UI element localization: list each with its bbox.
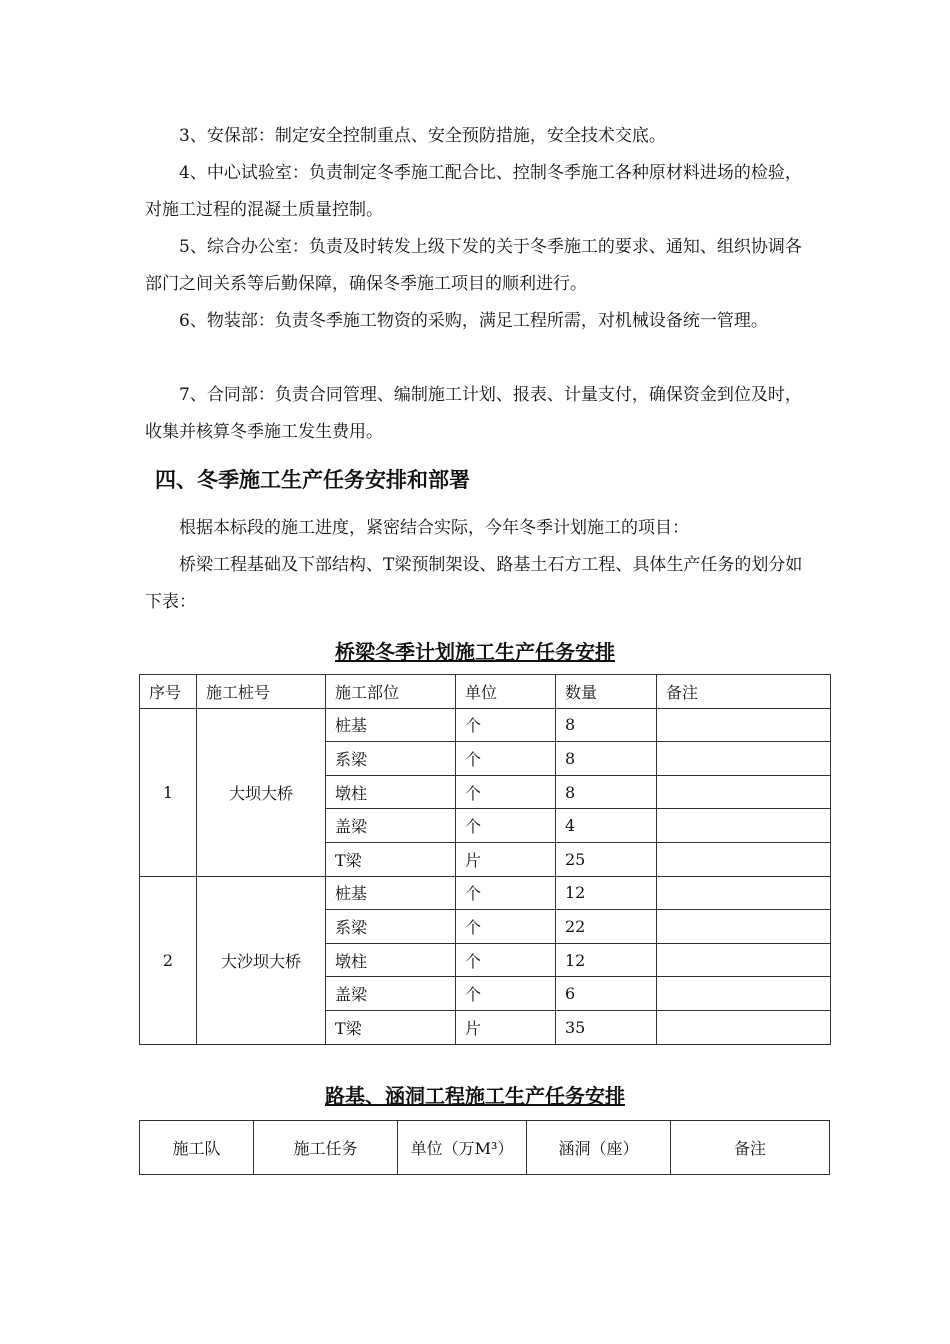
qty-cell: 12: [556, 943, 657, 977]
group-number: 1: [140, 708, 197, 876]
note-cell: [657, 742, 831, 776]
header-cell: 备注: [671, 1121, 830, 1175]
unit-cell: 个: [456, 910, 556, 944]
part-cell: T梁: [326, 1010, 456, 1044]
note-cell: [657, 842, 831, 876]
roadbed-culvert-task-table: [139, 1120, 830, 1175]
paragraph-security-dept: 3、安保部：制定安全控制重点、安全预防措施，安全技术交底。: [179, 126, 666, 146]
paragraph-central-lab: 4、中心试验室：负责制定冬季施工配合比、控制冬季施工各种原材料进场的检验，对施工过程的混凝土质量控制。: [145, 163, 802, 220]
roadbed-table-title: 路基、涵洞工程施工生产任务安排: [325, 1084, 625, 1108]
bridge-task-table: [139, 674, 831, 1045]
bridge-table-title: 桥梁冬季计划施工生产任务安排: [335, 640, 615, 664]
paragraph-materials-dept: 6、物装部：负责冬季施工物资的采购，满足工程所需，对机械设备统一管理。: [179, 311, 768, 331]
unit-cell: 个: [456, 775, 556, 809]
part-cell: 桩基: [326, 708, 456, 742]
header-cell: 施工桩号: [197, 675, 326, 709]
unit-cell: 个: [456, 943, 556, 977]
note-cell: [657, 775, 831, 809]
qty-cell: 8: [556, 708, 657, 742]
note-cell: [657, 910, 831, 944]
paragraph-general-office: 5、综合办公室：负责及时转发上级下发的关于冬季施工的要求、通知、组织协调各部门之间关系等后勤保障，确保冬季施工项目的顺利进行。: [145, 237, 802, 294]
header-cell: 序号: [140, 675, 197, 709]
note-cell: [657, 876, 831, 910]
unit-cell: 个: [456, 977, 556, 1011]
paragraph-intro: 根据本标段的施工进度，紧密结合实际，今年冬季计划施工的项目：: [179, 518, 689, 538]
unit-cell: 个: [456, 708, 556, 742]
part-cell: 墩柱: [326, 775, 456, 809]
part-cell: 系梁: [326, 742, 456, 776]
qty-cell: 35: [556, 1010, 657, 1044]
unit-cell: 个: [456, 876, 556, 910]
note-cell: [657, 708, 831, 742]
qty-cell: 25: [556, 842, 657, 876]
note-cell: [657, 809, 831, 843]
part-cell: 盖梁: [326, 809, 456, 843]
unit-cell: 个: [456, 742, 556, 776]
note-cell: [657, 977, 831, 1011]
section-heading: 四、冬季施工生产任务安排和部署: [155, 468, 470, 492]
header-cell: 施工部位: [326, 675, 456, 709]
part-cell: 桩基: [326, 876, 456, 910]
group-number: 2: [140, 876, 197, 1044]
header-cell: 施工队: [140, 1121, 254, 1175]
table-row: [140, 708, 831, 742]
part-cell: 系梁: [326, 910, 456, 944]
part-cell: 墩柱: [326, 943, 456, 977]
header-cell: 施工任务: [254, 1121, 398, 1175]
header-cell: 涵洞（座）: [527, 1121, 671, 1175]
group-station: 大坝大桥: [197, 708, 326, 876]
note-cell: [657, 943, 831, 977]
paragraph-intro-items: 桥梁工程基础及下部结构、T梁预制架设、路基土石方工程、具体生产任务的划分如下表：: [145, 555, 803, 612]
unit-cell: 片: [456, 1010, 556, 1044]
qty-cell: 4: [556, 809, 657, 843]
group-station: 大沙坝大桥: [197, 876, 326, 1044]
table-header-row: [140, 1121, 830, 1175]
unit-cell: 个: [456, 809, 556, 843]
qty-cell: 8: [556, 742, 657, 776]
header-cell: 单位（万M³）: [398, 1121, 527, 1175]
header-cell: 数量: [556, 675, 657, 709]
part-cell: 盖梁: [326, 977, 456, 1011]
qty-cell: 8: [556, 775, 657, 809]
header-cell: 单位: [456, 675, 556, 709]
note-cell: [657, 1010, 831, 1044]
unit-cell: 片: [456, 842, 556, 876]
qty-cell: 22: [556, 910, 657, 944]
header-cell: 备注: [657, 675, 831, 709]
qty-cell: 12: [556, 876, 657, 910]
table-row: [140, 876, 831, 910]
qty-cell: 6: [556, 977, 657, 1011]
table-header-row: [140, 675, 831, 709]
paragraph-contract-dept: 7、合同部：负责合同管理、编制施工计划、报表、计量支付，确保资金到位及时，收集并核算冬季施工发生费用。: [145, 385, 802, 442]
part-cell: T梁: [326, 842, 456, 876]
